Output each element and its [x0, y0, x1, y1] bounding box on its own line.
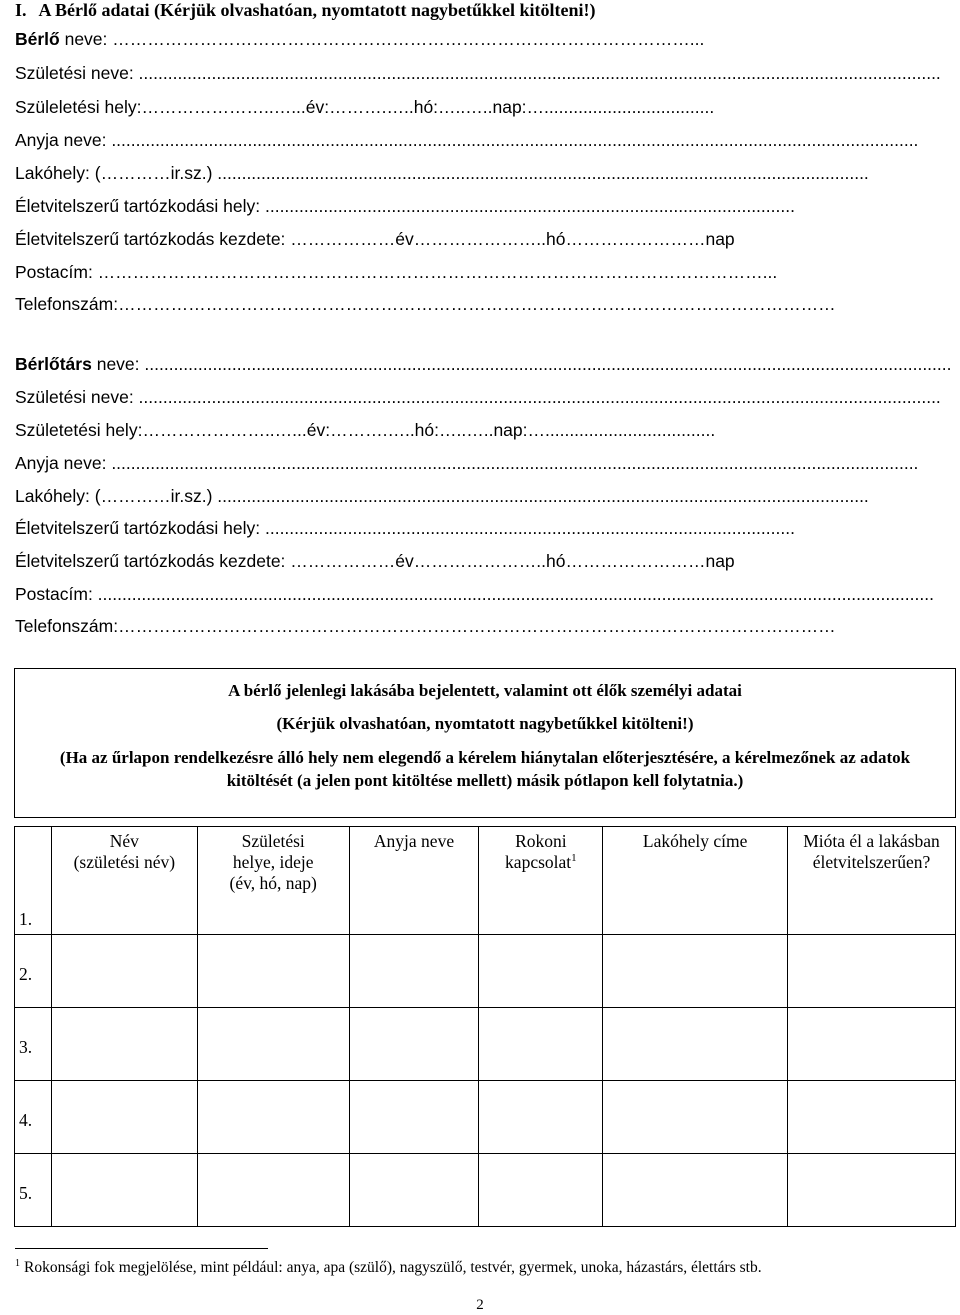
cotenant-mother-field[interactable]: ...................................................................................................................................................................... [106, 453, 919, 473]
cotenant-birth-place-line[interactable] [15, 418, 955, 442]
header-relation-line2: kapcsolat [505, 852, 572, 872]
cell-mother[interactable] [349, 1008, 479, 1081]
cotenant-residence-line[interactable] [15, 484, 955, 508]
renter-phone-label: Telefonszám: [15, 294, 119, 314]
renter-mother-label: Anyja neve: [15, 130, 107, 150]
renter-birth-place-line[interactable] [15, 95, 955, 119]
cell-name[interactable] [51, 1154, 197, 1227]
table-row[interactable] [15, 1081, 956, 1154]
cotenant-phone-line[interactable] [15, 614, 955, 638]
footnote-divider [15, 1248, 268, 1249]
cotenant-life-place-field[interactable]: ............................................................................................................. [260, 518, 795, 538]
residents-table [14, 826, 956, 1227]
page-number: 2 [476, 1297, 484, 1313]
renter-residence-line[interactable] [15, 161, 955, 185]
notice-heading: A bérlő jelenlegi lakásába bejelentett, valamint ott élők személyi adatai [228, 681, 742, 700]
cotenant-birth-name-line[interactable] [15, 385, 955, 409]
cell-name[interactable] [51, 1008, 197, 1081]
renter-name-suffix: neve: [59, 29, 108, 49]
renter-name-line[interactable] [15, 27, 955, 51]
cell-birth[interactable] [197, 1154, 349, 1227]
cell-mother[interactable] [349, 1081, 479, 1154]
header-birth-line3: (év, hó, nap) [229, 873, 317, 893]
cell-birth[interactable] [197, 935, 349, 1008]
header-name [51, 827, 197, 935]
cell-since[interactable] [788, 935, 956, 1008]
row-number: 3. [15, 1008, 52, 1081]
cell-name[interactable] [51, 1081, 197, 1154]
cotenant-birth-name-field[interactable]: ..................................................................................................................................................................... [133, 387, 941, 407]
cotenant-mother-line[interactable] [15, 451, 955, 475]
table-row[interactable] [15, 935, 956, 1008]
cotenant-postal-line[interactable] [15, 582, 955, 606]
cell-since[interactable] [788, 1154, 956, 1227]
header-mother [349, 827, 479, 935]
section-number: I. [15, 0, 27, 20]
cotenant-birth-place-label: Születetési hely: [15, 420, 143, 440]
renter-birth-name-line[interactable] [15, 61, 955, 85]
cotenant-life-place-label: Életvitelszerű tartózkodási hely: [15, 518, 261, 538]
cotenant-life-start-label: Életvitelszerű tartózkodás kezdete: [15, 551, 286, 571]
cotenant-mother-label: Anyja neve: [15, 453, 107, 473]
renter-postal-label: Postacím: [15, 262, 93, 282]
header-birth [197, 827, 349, 935]
cell-birth[interactable] [197, 1081, 349, 1154]
header-since-line1: Mióta él a lakásban [803, 831, 940, 851]
cell-relation[interactable] [479, 935, 603, 1008]
cell-mother[interactable] [349, 935, 479, 1008]
notice-continuation-note: (Ha az űrlapon rendelkezésre álló hely nem elegendő a kérelem hiánytalan előterjesztésére, a kérelmezőnek az adatok kitöltését (a jelen pont kitöltése mellett) másik pótlapon kell folytatnia.) [59, 748, 911, 790]
cell-birth[interactable] [197, 1008, 349, 1081]
table-row[interactable] [15, 1008, 956, 1081]
row-number: 2. [15, 935, 52, 1008]
row-number: 4. [15, 1081, 52, 1154]
renter-mother-field[interactable]: ...................................................................................................................................................................... [106, 130, 919, 150]
renter-life-start-label: Életvitelszerű tartózkodás kezdete: [15, 229, 286, 249]
renter-residence-label: Lakóhely: ( [15, 163, 101, 183]
cotenant-postal-label: Postacím: [15, 584, 93, 604]
renter-postal-field[interactable]: ……………………………………………………………………………………………………... [92, 262, 778, 282]
renter-mother-line[interactable] [15, 128, 955, 152]
header-since-line2: életvitelszerűen? [812, 852, 931, 872]
header-address [603, 827, 788, 935]
header-mother-text: Anyja neve [373, 831, 455, 851]
header-birth-line1: Születési [241, 831, 305, 851]
renter-phone-field[interactable]: …………………………………………………………………………………………………………… [118, 294, 836, 314]
header-name-line1: Név [109, 831, 139, 851]
table-header-row [15, 827, 956, 935]
header-name-line2: (születési név) [73, 852, 176, 872]
renter-birth-place-field[interactable]: …………………..…...év:……….…..hó:…..…..nap:…................................... [141, 97, 715, 117]
cell-name[interactable] [51, 935, 197, 1008]
renter-birth-place-label: Szüleletési hely: [15, 97, 142, 117]
cell-since[interactable] [788, 1081, 956, 1154]
header-since [788, 827, 956, 935]
row-number-cell [15, 827, 52, 935]
footnote-marker: 1 [15, 1258, 20, 1269]
cell-relation[interactable] [479, 1154, 603, 1227]
header-relation [479, 827, 603, 935]
cotenant-name-line[interactable] [15, 352, 955, 376]
cotenant-phone-label: Telefonszám: [15, 616, 119, 636]
renter-birth-name-label: Születési neve: [15, 63, 134, 83]
cotenant-name-suffix: neve: [91, 354, 140, 374]
header-address-text: Lakóhely címe [642, 831, 748, 851]
row-number: 5. [15, 1154, 52, 1227]
footnote-ref: 1 [571, 852, 577, 865]
cotenant-name-field[interactable]: ...................................................................................................................................................................... [139, 354, 952, 374]
row-number: 1. [19, 909, 33, 929]
cell-address[interactable] [603, 1081, 788, 1154]
renter-birth-name-field[interactable]: ..................................................................................................................................................................... [133, 63, 941, 83]
renter-life-start-line[interactable] [15, 227, 955, 251]
notice-instruction: (Kérjük olvashatóan, nyomtatott nagybetűkkel kitölteni!) [276, 714, 694, 733]
renter-life-place-field[interactable]: ............................................................................................................. [260, 196, 795, 216]
cell-address[interactable] [603, 935, 788, 1008]
cotenant-life-start-field[interactable]: ………………év…………………..hó……………………nap [285, 551, 735, 571]
renter-name-field[interactable]: ………………………………………………………………………………………... [107, 29, 705, 49]
renter-name-label: Bérlő [15, 29, 60, 49]
cotenant-phone-field[interactable]: …………………………………………………………………………………………………………… [118, 616, 836, 636]
renter-life-place-label: Életvitelszerű tartózkodási hely: [15, 196, 261, 216]
renter-life-place-line[interactable] [15, 194, 955, 218]
section-title [15, 0, 596, 21]
cotenant-residence-label: Lakóhely: ( [15, 486, 101, 506]
footnote-text: Rokonsági fok megjelölése, mint például: anya, apa (szülő), nagyszülő, testvér, gyermek, unoka, házastárs, élettárs stb. [24, 1259, 762, 1277]
cell-address[interactable] [603, 1008, 788, 1081]
cotenant-birth-place-field[interactable]: …………………..…...év:……….…..hó:…..…..nap:…................................... [142, 420, 716, 440]
cotenant-residence-field[interactable]: …………ir.sz.) ...................................................................................................................................... [100, 486, 869, 506]
renter-residence-field[interactable]: …………ir.sz.) ...................................................................................................................................... [100, 163, 869, 183]
cotenant-postal-field[interactable]: ............................................................................................................................................................................ [92, 584, 934, 604]
cotenant-life-start-line[interactable] [15, 549, 955, 573]
renter-phone-line[interactable] [15, 292, 955, 316]
cell-address[interactable] [603, 1154, 788, 1227]
cotenant-name-label: Bérlőtárs [15, 354, 92, 374]
header-relation-line1: Rokoni [515, 831, 567, 851]
renter-postal-line[interactable] [15, 260, 955, 284]
footnote [15, 1258, 762, 1277]
header-birth-line2: helye, ideje [232, 852, 314, 872]
cell-relation[interactable] [479, 1008, 603, 1081]
cell-relation[interactable] [479, 1081, 603, 1154]
table-row[interactable] [15, 1154, 956, 1227]
cotenant-life-place-line[interactable] [15, 516, 955, 540]
cell-mother[interactable] [349, 1154, 479, 1227]
cotenant-birth-name-label: Születési neve: [15, 387, 134, 407]
section-title-text: A Bérlő adatai (Kérjük olvashatóan, nyomtatott nagybetűkkel kitölteni!) [38, 0, 596, 20]
renter-life-start-field[interactable]: ………………év…………………..hó……………………nap [285, 229, 735, 249]
cell-since[interactable] [788, 1008, 956, 1081]
residents-notice-box [14, 668, 956, 818]
